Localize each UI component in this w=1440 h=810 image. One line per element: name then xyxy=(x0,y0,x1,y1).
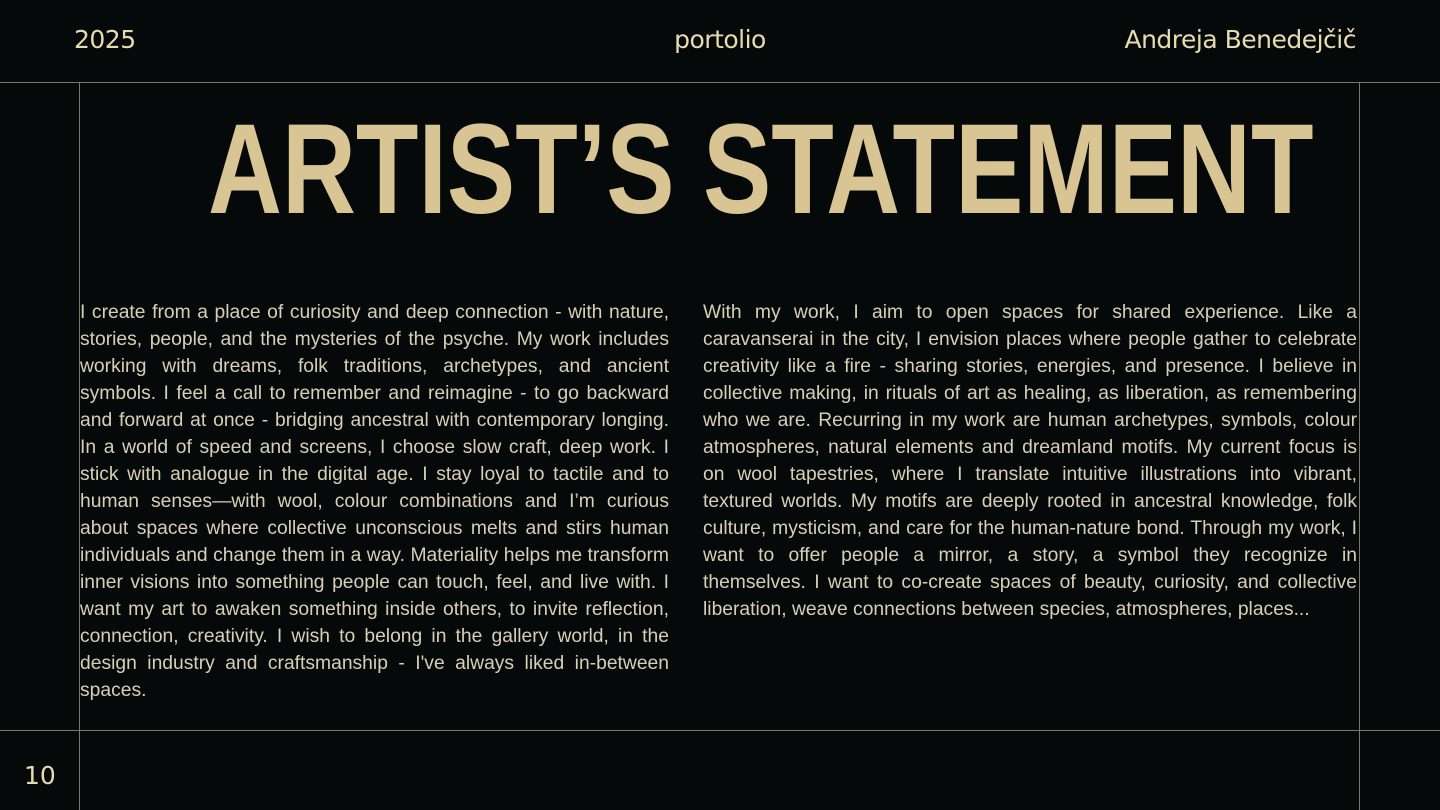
header-year: 2025 xyxy=(74,25,136,54)
header-portfolio-label: portolio xyxy=(674,25,766,54)
footer-divider xyxy=(0,730,1440,731)
right-margin-rule xyxy=(1359,82,1360,810)
header-divider xyxy=(0,82,1440,83)
page-number: 10 xyxy=(24,761,56,790)
header-author-name: Andreja Benedejčič xyxy=(1124,25,1356,54)
page-title: ARTIST’S STATEMENT xyxy=(208,98,1314,241)
statement-column-left: I create from a place of curiosity and deep connection - with nature, stories, people, and the mysteries of the psyche. My work includes working with dreams, folk traditions, archetypes, and ancient symbols. I feel a call to remember and reimagine - to go backward and forward at once - bridging ancestral with contemporary longing. In a world of speed and screens, I choose slow craft, deep work. I stick with analogue in the digital age. I stay loyal to tactile and to human senses—with wool, colour combinations and I’m curious about spaces where collective unconscious melts and stirs human individuals and change them in a way. Materiality helps me transform inner visions into something people can touch, feel, and live with. I want my art to awaken something inside others, to invite reflection, connection, creativity. I wish to belong in the gallery world, in the design industry and craftsmanship - I've always liked in-between spaces. xyxy=(80,302,669,701)
statement-column-right: With my work, I aim to open spaces for shared experience. Like a caravanserai in the city, I envision places where people gather to celebrate creativity like a fire - sharing stories, energies, and presence. I believe in collective making, in rituals of art as healing, as liberation, as remembering who we are. Recurring in my work are human archetypes, symbols, colour atmospheres, natural elements and dreamland motifs. My current focus is on wool tapestries, where I translate intuitive illustrations into vibrant, textured worlds. My motifs are deeply rooted in ancestral knowledge, folk culture, mysticism, and care for the human-nature bond. Through my work, I want to offer people a mirror, a story, a symbol they recognize in themselves. I want to co-create spaces of beauty, curiosity, and collective liberation, weave connections between species, atmospheres, places... xyxy=(703,302,1357,620)
